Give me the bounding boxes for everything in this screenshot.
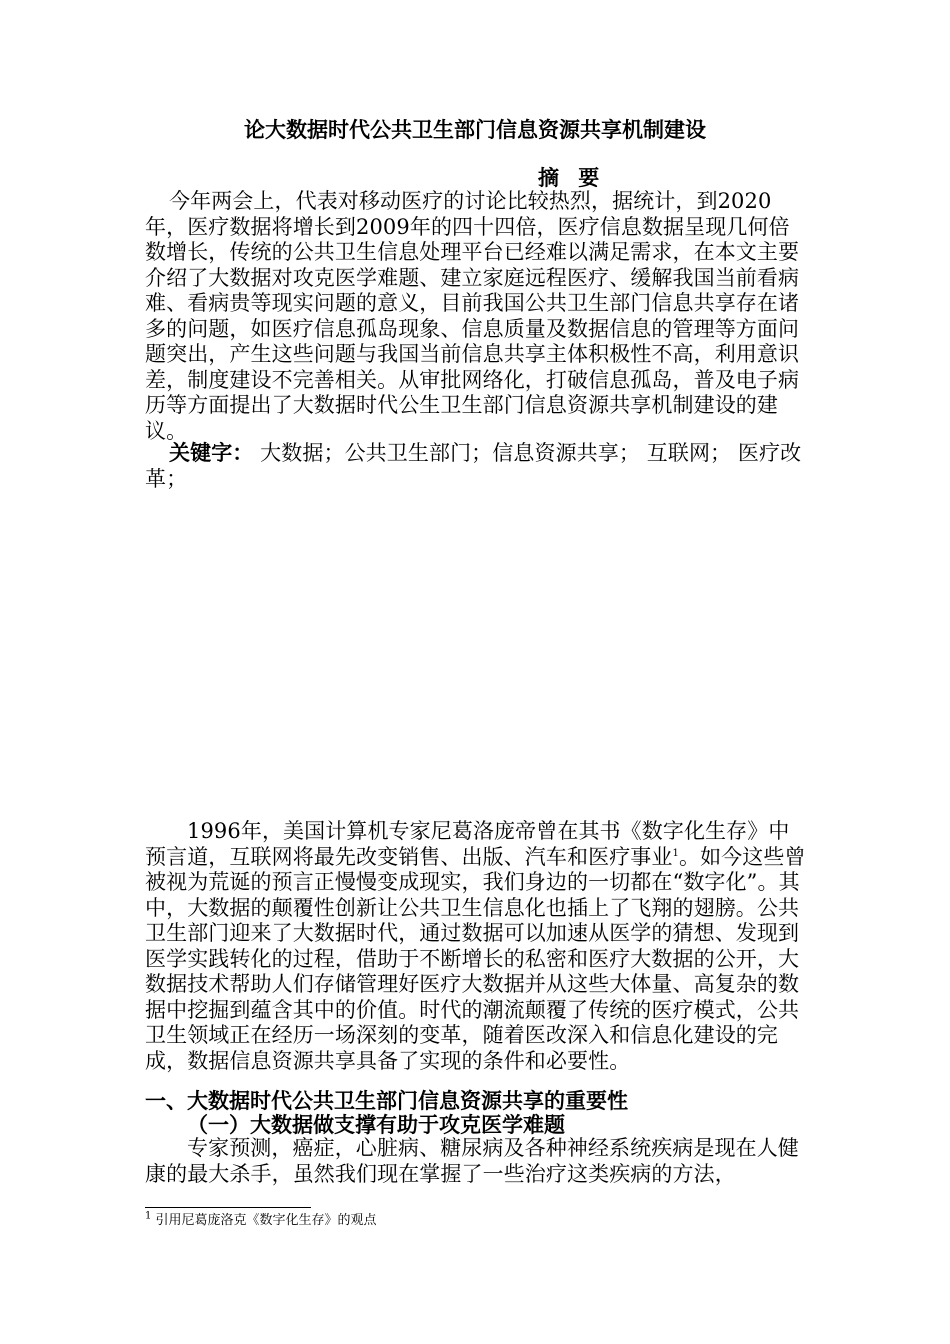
abstract-heading: 摘 要 — [538, 165, 606, 190]
document-title: 论大数据时代公共卫生部门信息资源共享机制建设 — [244, 117, 706, 142]
subsection-heading: （一）大数据做支撑有助于攻克医学难题 — [187, 1112, 565, 1137]
footnote — [145, 1212, 377, 1230]
abstract-paragraph: 今年两会上，代表对移动医疗的讨论比较热烈，据统计，到2020年，医疗数据将增长到2009年的四十四倍，医疗信息数据呈现几何倍数增长，传统的公共卫生信息处理平台已经难以满足需求，在本文主要介绍了大数据对攻克医学难题、建立家庭远程医疗、缓解我国当前看病难、看病贵等现实问题的意义，目前我国公共卫生部门信息共享存在诸多的问题，如医疗信息孤岛现象、信息质量及数据信息的管理等方面问题突出，产生这些问题与我国当前信息共享主体积极性不高，利用意识差，制度建设不完善相关。从审批网络化，打破信息孤岛，普及电子病历等方面提出了大数据时代公生卫生部门信息资源共享机制建设的建议。 — [145, 189, 800, 443]
footnote-text: 引用尼葛庞洛克《数字化生存》的观点 — [151, 1213, 377, 1228]
body-paragraph: 专家预测，癌症，心脏病、糖尿病及各种神经系统疾病是现在人健康的最大杀手，虽然我们现在掌握了一些治疗这类疾病的方法， — [145, 1136, 799, 1186]
intro-text-part2: 。如今这些曾被视为荒诞的预言正慢慢变成现实，我们身边的一切都在“数字化”。其中，大数据的颠覆性创新让公共卫生信息化也插上了飞翔的翅膀。公共卫生部门迎来了大数据时代，通过数据可以加速从医学的猜想、发现到医学实践转化的过程，借助于不断增长的私密和医疗大数据的公开，大数据技术帮助人们存储管理好医疗大数据并从这些大体量、高复杂的数据中挖掘到蕴含其中的价值。时代的潮流颠覆了传统的医疗模式，公共卫生领域正在经历一场深刻的变革，随着医改深入和信息化建设的完成，数据信息资源共享具备了实现的条件和必要性。 — [145, 844, 806, 1073]
section-heading: 一、大数据时代公共卫生部门信息资源共享的重要性 — [145, 1088, 628, 1113]
keywords-paragraph — [145, 440, 809, 492]
intro-paragraph — [145, 819, 809, 1074]
footnote-reference: 1 — [672, 847, 679, 859]
footnote-number: 1 — [145, 1210, 152, 1222]
footnote-separator — [145, 1207, 311, 1208]
keywords-text: 大数据；公共卫生部门；信息资源共享； 互联网； 医疗改革； — [145, 441, 802, 491]
intro-text-part1: 1996年，美国计算机专家尼葛洛庞帝曾在其书《数字化生存》中预言道，互联网将最先改变销售、出版、汽车和医疗事业 — [145, 819, 790, 869]
keywords-label: 关键字： — [169, 440, 254, 465]
